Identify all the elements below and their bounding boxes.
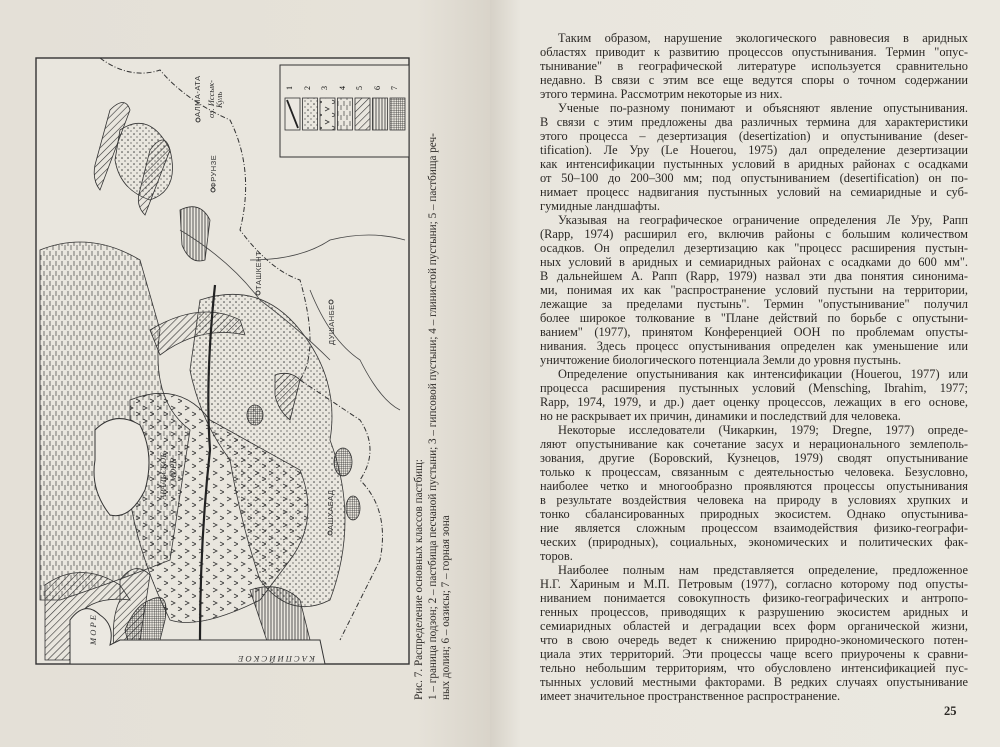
- legend-number: 6: [373, 86, 382, 90]
- map-legend: [280, 65, 409, 157]
- text-line: ческих (природных), социальных, экономических и политических фак-: [540, 535, 968, 549]
- text-line: как интенсификации пустынных условий в аридных районах с осадками: [540, 157, 968, 171]
- body-text: [540, 31, 968, 703]
- label-ashkhabad: АШХАБАД: [326, 489, 335, 530]
- text-line: Некоторые исследователи (Чикаркин, 1979; Dregne, 1977) опреде-: [558, 423, 968, 437]
- legend-swatch-1: [285, 98, 300, 130]
- text-line: осадков. Он определил дезертизацию как "процесс расширения пустын-: [540, 241, 968, 255]
- text-line: процесса расширения пустынных условий (Mensching, Ibrahim, 1977;: [540, 381, 968, 395]
- text-line: тонко сбалансированных природных экосистем. Однако опустынива-: [540, 507, 968, 521]
- text-line: генных процессов, приводящих к разрушению экосистем аридных и: [540, 605, 968, 619]
- legend-swatch-6: [373, 98, 388, 130]
- text-line: но не раскрывает их причин, динамики и последствий для человека.: [540, 409, 901, 423]
- text-line: В связи с этим предложены два различных термина для характеристики: [540, 115, 968, 129]
- legend-swatch-3: [320, 98, 335, 130]
- legend-number: 7: [390, 86, 399, 90]
- text-line: гумидные ландшафты.: [540, 199, 660, 213]
- text-line: ние является сложным процессом взаимодействия физико-географи-: [540, 521, 968, 535]
- text-line: этого процесса – дезертизация (desertization) и опустынивание (deser-: [540, 129, 968, 143]
- caption-line: ных долин; 6 – оазисы; 7 – горная зона: [440, 515, 452, 700]
- text-line: ниванием понимается совокупность физико-географических и антропо-: [540, 591, 968, 605]
- text-line: областях приводит к развитию процессов опустынивания. Термин "опус-: [540, 45, 968, 59]
- text-line: циала этих территорий. Эти процессы чаще всего приурочены к сравни-: [540, 647, 968, 661]
- text-line: Указывая на географическое ограничение определения Ле Уру, Рапп: [558, 213, 968, 227]
- text-line: от 50–100 до 200–300 мм; под опустыниванием (desertification) он по-: [540, 171, 968, 185]
- text-line: Rapp, 1974, 1979, и др.) дает оценку процессов, лежащих в его основе,: [540, 395, 968, 409]
- text-line: имеет значительное пространственное распространение.: [540, 689, 841, 703]
- text-line: этого термина. Рассмотрим некоторые из них.: [540, 87, 783, 101]
- paragraph: [540, 367, 968, 423]
- text-line: tification). Ле Уру (Le Houerou, 1975) дал определение дезертизации: [540, 143, 968, 157]
- legend-number: 5: [355, 86, 364, 90]
- text-line: Таким образом, нарушение экологического равновесия в аридных: [558, 31, 968, 45]
- text-line: тельно небольшим территориям, что обусловлено интенсификацией пус-: [540, 661, 968, 675]
- text-line: в результате воздействия человека на природу в условиях хрупких и: [540, 493, 968, 507]
- label-dushanbe: ДУШАНБЕ: [327, 304, 336, 345]
- text-line: ванием" (1977), принятом Конференцией ООН по проблемам опусты-: [540, 325, 968, 339]
- legend-swatch-2: [303, 98, 318, 130]
- label-caspian-sea: К А С П И Й С К О Е: [238, 654, 315, 664]
- text-line: торов.: [540, 549, 573, 563]
- caption-title: Рис. 7. Распределение основных классов пастбищ:: [413, 459, 425, 700]
- text-line: тынных условий местными факторами. В редких случаях опустынивание: [540, 675, 968, 689]
- text-line: наиболее четко и многообразно проявляются процессы опустынивания: [540, 479, 968, 493]
- paragraph: [540, 31, 968, 101]
- text-line: тынивание" в географической литературе используется сравнительно: [540, 59, 968, 73]
- text-line: зования, другие (Боровский, Кузнецов, 1979) сводят опустынивание: [540, 451, 968, 465]
- paragraph: [540, 101, 968, 213]
- text-line: Определение опустынивания как интенсификации (Houerou, 1977) или: [558, 367, 968, 381]
- legend-swatch-5: [355, 98, 370, 130]
- paragraph: [540, 423, 968, 563]
- text-line: более широкое толкование в "Плане действий по борьбе с опустыни-: [540, 311, 968, 325]
- paragraph: [540, 563, 968, 703]
- text-line: Ученые по-разному понимают и объясняют явление опустынивания.: [558, 101, 968, 115]
- legend-number: 2: [303, 86, 312, 90]
- text-line: уничтожение биологического потенциала Земли до уровня пустынь.: [540, 353, 902, 367]
- legend-number: 4: [338, 86, 347, 90]
- caption-line: 1 – граница подзон; 2 – пастбища песчаной пустыни; 3 – гипсовой пустыни; 4 – глинистой пустыни; 5 – пастбища реч-: [426, 133, 439, 700]
- label-alma-ata: АЛМА-АТА: [193, 75, 202, 117]
- label-aral-sea: МОРЕ: [168, 458, 178, 482]
- text-line: Наиболее полным нам представляется определение, предложенное: [558, 563, 968, 577]
- text-line: недавно. В связи с этим все еще ведутся споры о точном содержании: [540, 73, 968, 87]
- legend-swatch-7: [390, 98, 405, 130]
- text-line: В дальнейшем А. Рапп (Rapp, 1979) назвал эти два понятия синонима-: [540, 269, 968, 283]
- label-tashkent: ТАШКЕНТ: [254, 250, 263, 290]
- label-aral-sea: АРАЛЬСКОЕ: [158, 452, 168, 500]
- text-line: нивания. Здесь процесс опустынивания определен как уменьшение или: [540, 339, 968, 353]
- paragraph: [540, 213, 968, 367]
- text-line: только к процессам, связанным с деятельностью человека. Безусловно,: [540, 465, 968, 479]
- figure-caption: [413, 50, 454, 700]
- text-line: лежащие за пределами пустынь". Термин "опустынивание" получил: [540, 297, 968, 311]
- page-number: 25: [944, 704, 957, 718]
- text-line: (Rapp, 1974) расширил его, включив районы с большим количеством: [540, 227, 968, 241]
- text-line: нимает процесс надвигания пустынных условий на семиаридные и суб-: [540, 185, 968, 199]
- label-frunze: ФРУНЗЕ: [209, 154, 218, 188]
- label-issyk-kul: оз. Иссык-: [206, 80, 216, 118]
- left-page: [0, 0, 490, 747]
- text-line: ных условий в аридных и семиаридных районах с осадками до 600 мм".: [540, 255, 968, 269]
- text-line: что в свою очередь ведет к снижению природно-экономического потен-: [540, 633, 968, 647]
- legend-number: 1: [285, 86, 294, 90]
- text-line: семиаридных областей и деградации всех форм органической жизни,: [540, 619, 968, 633]
- text-line: Н.Г. Хариным и М.П. Петровым (1977), согласно которому под опусты-: [540, 577, 968, 591]
- text-line: ми, понимая их как "распространение условий пустыни на территории,: [540, 283, 968, 297]
- label-issyk-kul: Куль: [214, 91, 224, 108]
- legend-swatch-4: [338, 98, 353, 130]
- label-caspian-sea: М О Р Е: [88, 615, 98, 645]
- text-line: ляют опустынивание как сочетание засух и нерационального землеполь-: [540, 437, 968, 451]
- legend-number: 3: [320, 86, 329, 90]
